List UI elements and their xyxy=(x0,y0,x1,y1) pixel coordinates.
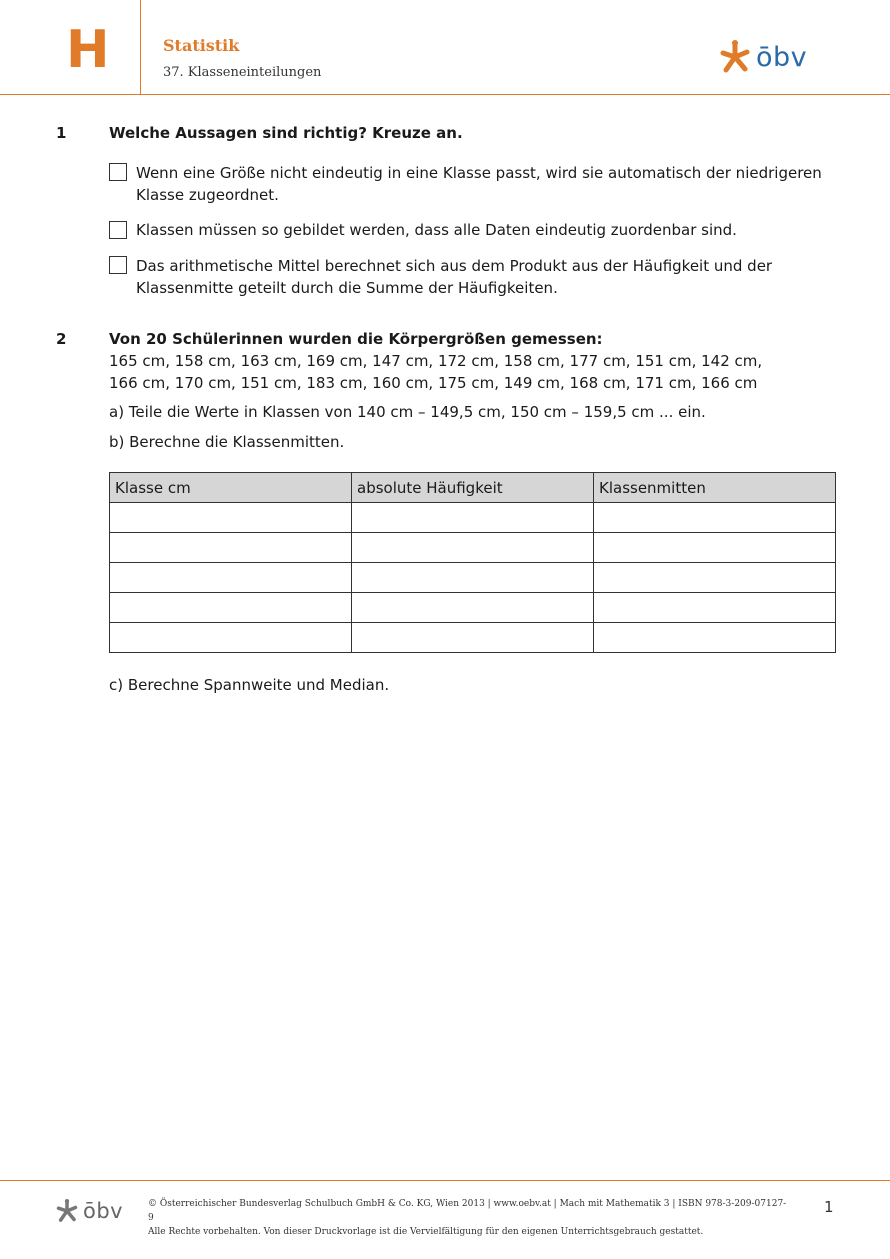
table-row xyxy=(110,593,836,623)
statement-1-line-2: Klasse zugeordnet. xyxy=(136,186,279,204)
table-cell[interactable] xyxy=(352,593,594,623)
height-data-line-1: 165 cm, 158 cm, 163 cm, 169 cm, 147 cm, 172 cm, 158 cm, 177 cm, 151 cm, 142 cm, xyxy=(109,352,763,370)
subtask-c: c) Berechne Spannweite und Median. xyxy=(109,676,390,694)
table-cell[interactable] xyxy=(594,533,836,563)
table-cell[interactable] xyxy=(352,623,594,653)
statement-1-line-1: Wenn eine Größe nicht eindeutig in eine Klasse passt, wird sie automatisch der niedrigeren xyxy=(136,164,822,182)
table-cell[interactable] xyxy=(594,593,836,623)
footer-logo-text: ōbv xyxy=(83,1198,124,1223)
table-header-class: Klasse cm xyxy=(110,473,352,503)
table-cell[interactable] xyxy=(110,503,352,533)
table-cell[interactable] xyxy=(110,563,352,593)
footer-copyright xyxy=(148,1197,788,1239)
table-cell[interactable] xyxy=(110,593,352,623)
table-cell[interactable] xyxy=(594,563,836,593)
table-cell[interactable] xyxy=(594,503,836,533)
statement-1-checkbox[interactable] xyxy=(109,163,127,181)
class-table xyxy=(109,472,836,653)
table-row xyxy=(110,503,836,533)
footer-copyright-line-1: © Österreichischer Bundesverlag Schulbuch GmbH & Co. KG, Wien 2013 | www.oebv.at | Mach mit Mathematik 3 | ISBN 978-3-209-07127-9 xyxy=(148,1199,787,1223)
statement-2-checkbox[interactable] xyxy=(109,221,127,239)
chapter-letter: H xyxy=(66,20,110,80)
footer-logo xyxy=(55,1199,123,1223)
table-cell[interactable] xyxy=(352,563,594,593)
header-divider-vertical xyxy=(140,0,141,94)
table-cell[interactable] xyxy=(352,533,594,563)
task-2-number: 2 xyxy=(56,330,67,348)
statement-3-checkbox[interactable] xyxy=(109,256,127,274)
table-cell[interactable] xyxy=(110,533,352,563)
oebv-star-icon xyxy=(55,1199,79,1223)
table-cell[interactable] xyxy=(110,623,352,653)
page-number: 1 xyxy=(824,1198,834,1216)
task-2-title: Von 20 Schülerinnen wurden die Körpergrößen gemessen: xyxy=(109,330,603,348)
footer-divider xyxy=(0,1180,890,1181)
oebv-star-icon xyxy=(718,40,752,74)
table-row xyxy=(110,623,836,653)
subtask-b: b) Berechne die Klassenmitten. xyxy=(109,433,345,451)
statement-3-line-2: Klassenmitte geteilt durch die Summe der Häufigkeiten. xyxy=(136,279,558,297)
table-cell[interactable] xyxy=(594,623,836,653)
footer-copyright-line-2: Alle Rechte vorbehalten. Von dieser Druckvorlage ist die Vervielfältigung für den eigenen Unterrichtsgebrauch gestattet. xyxy=(148,1227,704,1237)
subtask-a: a) Teile die Werte in Klassen von 140 cm – 149,5 cm, 150 cm – 159,5 cm ... ein. xyxy=(109,403,706,421)
table-header-row xyxy=(110,473,836,503)
task-1-number: 1 xyxy=(56,124,67,142)
chapter-title: Statistik xyxy=(163,36,240,55)
table-header-frequency: absolute Häufigkeit xyxy=(352,473,594,503)
table-header-class-mid: Klassenmitten xyxy=(594,473,836,503)
header-divider-horizontal xyxy=(0,94,890,95)
publisher-logo-text: ōbv xyxy=(756,41,808,73)
table-row xyxy=(110,563,836,593)
publisher-logo xyxy=(718,40,807,74)
table-row xyxy=(110,533,836,563)
table-cell[interactable] xyxy=(352,503,594,533)
task-1-title: Welche Aussagen sind richtig? Kreuze an. xyxy=(109,124,463,142)
section-subtitle: 37. Klasseneinteilungen xyxy=(163,65,322,80)
statement-3-line-1: Das arithmetische Mittel berechnet sich aus dem Produkt aus der Häufigkeit und der xyxy=(136,257,773,275)
statement-2-line-1: Klassen müssen so gebildet werden, dass alle Daten eindeutig zuordenbar sind. xyxy=(136,221,737,239)
height-data-line-2: 166 cm, 170 cm, 151 cm, 183 cm, 160 cm, 175 cm, 149 cm, 168 cm, 171 cm, 166 cm xyxy=(109,374,758,392)
